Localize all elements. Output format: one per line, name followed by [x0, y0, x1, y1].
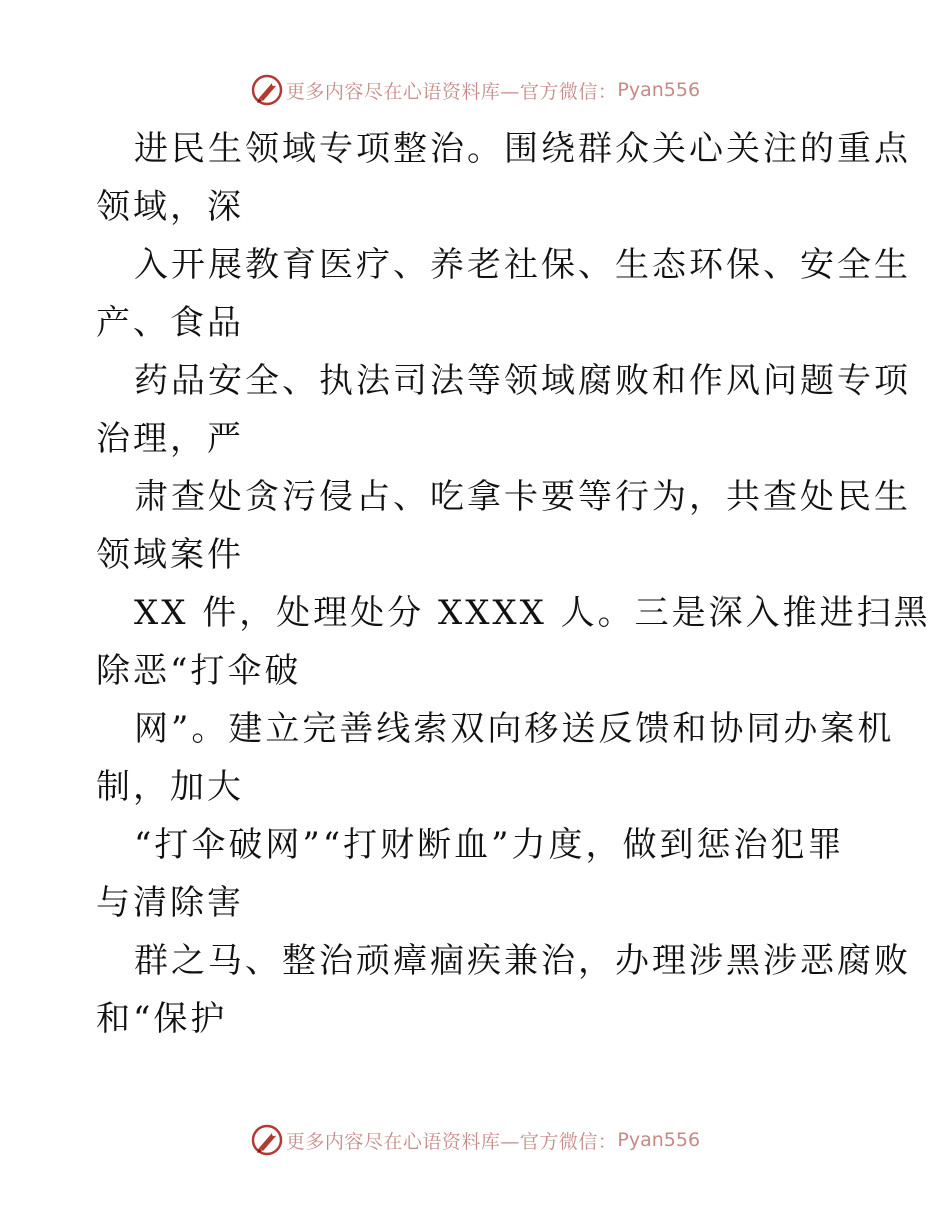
text-line: 产、食品 — [96, 303, 244, 343]
watermark-wechat-id: Pyan556 — [617, 79, 701, 101]
text-line: 制，加大 — [96, 767, 244, 807]
text-line: 药品安全、执法司法等领域腐败和作风问题专项 — [134, 361, 911, 401]
text-line: XX 件，处理处分 XXXX 人。三是深入推进扫黑 — [134, 593, 931, 633]
document-body — [96, 120, 931, 1048]
text-line: 领域，深 — [96, 187, 244, 227]
text-line: 治理，严 — [96, 419, 244, 459]
text-line: 网”。建立完善线索双向移送反馈和协同办案机 — [134, 709, 895, 749]
footer-watermark — [0, 1120, 950, 1160]
pen-logo-icon — [250, 73, 284, 107]
text-line: 除恶“打伞破 — [96, 651, 302, 691]
watermark-text: 更多内容尽在心语资料库—官方微信： — [285, 1130, 618, 1153]
text-line: “打伞破网”“打财断血”力度，做到惩治犯罪 — [134, 825, 845, 865]
text-line: 与清除害 — [96, 883, 244, 923]
text-line: 群之马、整治顽瘴痼疾兼治，办理涉黑涉恶腐败 — [134, 941, 911, 981]
text-line: 肃查处贪污侵占、吃拿卡要等行为，共查处民生 — [134, 477, 911, 517]
watermark-text: 更多内容尽在心语资料库—官方微信： — [285, 80, 618, 103]
header-watermark — [0, 70, 950, 110]
pen-logo-icon — [250, 1123, 284, 1157]
text-line: 入开展教育医疗、养老社保、生态环保、安全生 — [134, 245, 911, 285]
watermark-wechat-id: Pyan556 — [617, 1129, 701, 1151]
text-line: 领域案件 — [96, 535, 244, 575]
text-line: 和“保护 — [96, 999, 228, 1039]
text-line: 进民生领域专项整治。围绕群众关心关注的重点 — [134, 129, 911, 169]
